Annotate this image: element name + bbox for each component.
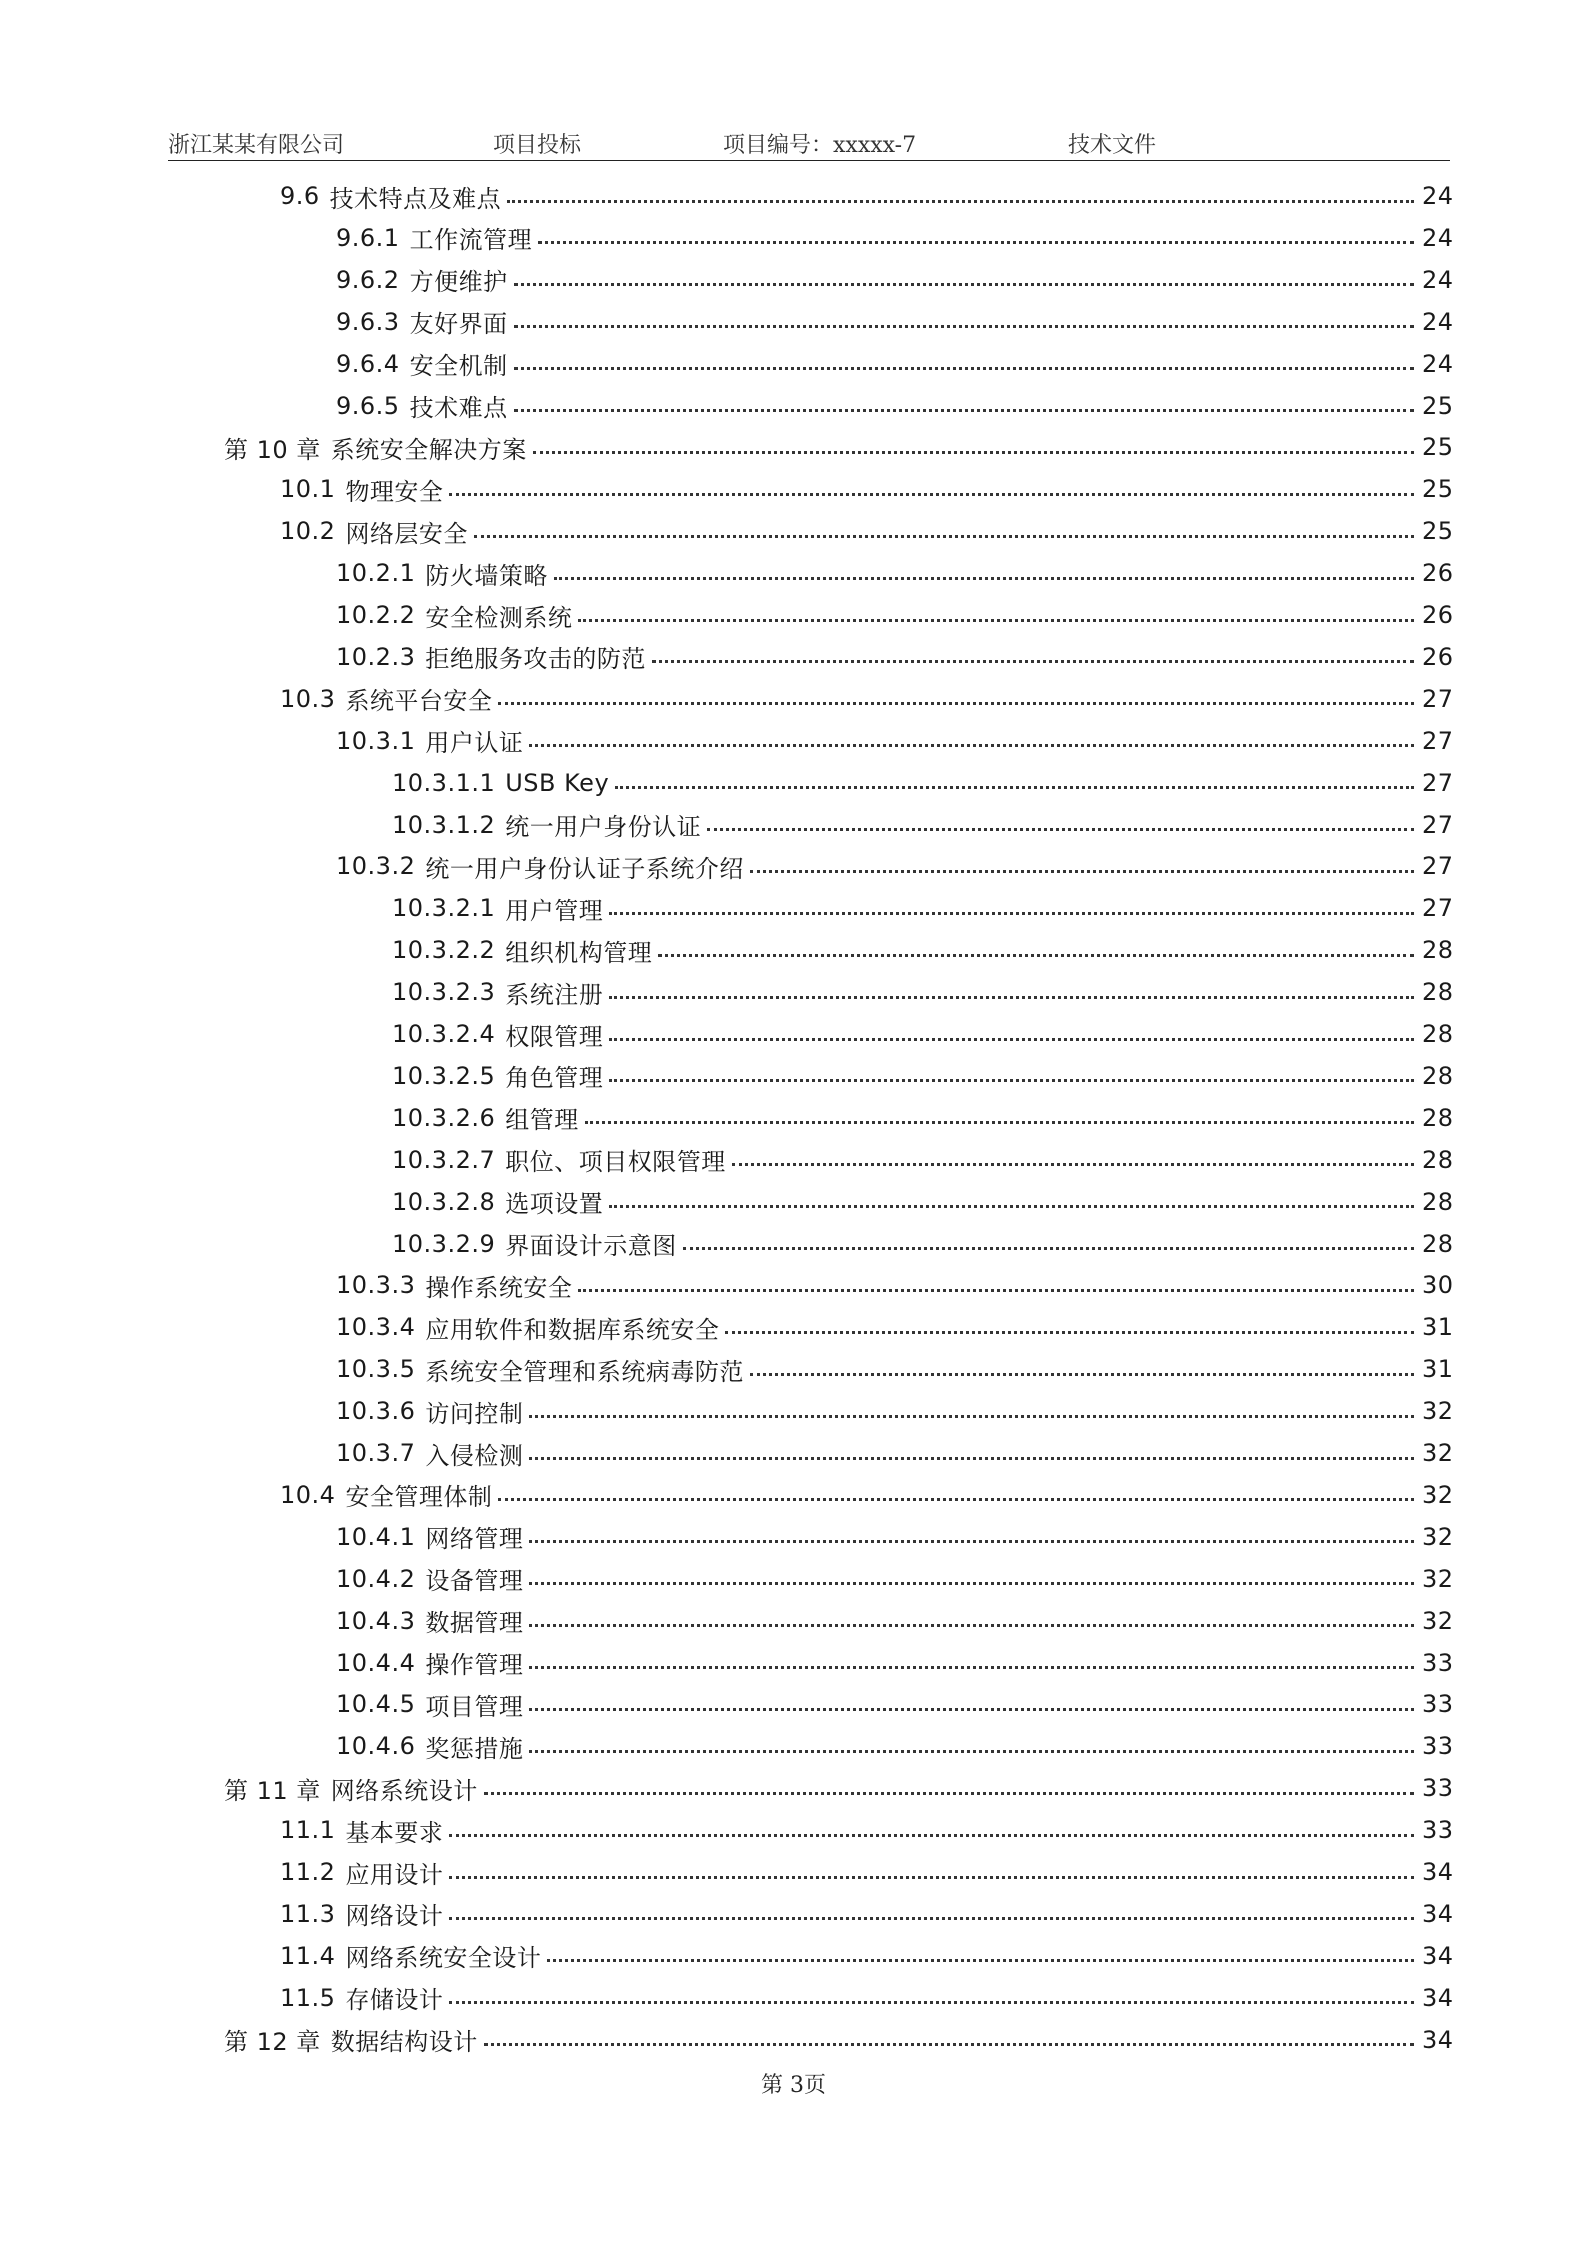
toc-leader-dots [514, 409, 1414, 412]
page-header [168, 124, 1450, 160]
toc-entry-page: 24 [1422, 349, 1454, 378]
toc-entry[interactable] [336, 1559, 1454, 1599]
toc-entry-number: 10.2 [280, 517, 336, 546]
toc-leader-dots [585, 1121, 1414, 1124]
toc-entry-page: 28 [1422, 1145, 1454, 1174]
toc-leader-dots [449, 2001, 1414, 2004]
toc-entry[interactable] [336, 260, 1454, 300]
toc-entry-page: 28 [1422, 978, 1454, 1007]
toc-entry-number: 9.6.2 [336, 265, 400, 294]
toc-entry-number: 10.3.2.7 [392, 1145, 496, 1174]
toc-entry[interactable] [336, 1684, 1454, 1724]
toc-entry-number: 10.3.2.3 [392, 978, 496, 1007]
toc-entry-page: 33 [1422, 1732, 1454, 1761]
toc-leader-dots [554, 577, 1414, 580]
toc-entry-page: 28 [1422, 1187, 1454, 1216]
toc-entry-number: 9.6.4 [336, 349, 400, 378]
toc-entry[interactable] [336, 1643, 1454, 1683]
toc-entry-title: 网络设计 [345, 1902, 444, 1931]
toc-entry-number: 10.2.1 [336, 559, 416, 588]
toc-entry-title: 安全机制 [409, 352, 508, 381]
toc-entry-title: 系统注册 [505, 980, 604, 1009]
toc-entry-page: 30 [1422, 1271, 1454, 1300]
toc-entry-page: 28 [1422, 1061, 1454, 1090]
toc-entry-page: 31 [1422, 1313, 1454, 1342]
header-doc-type: 技术文件 [1068, 133, 1157, 158]
toc-entry-title: 应用软件和数据库系统安全 [425, 1315, 720, 1344]
toc-entry-title: 安全管理体制 [345, 1483, 493, 1512]
toc-leader-dots [449, 1876, 1414, 1879]
toc-leader-dots [609, 996, 1414, 999]
toc-leader-dots [683, 1247, 1414, 1250]
toc-entry-page: 24 [1422, 307, 1454, 336]
toc-entry[interactable] [336, 1265, 1454, 1305]
toc-entry-title: 界面设计示意图 [505, 1232, 677, 1260]
toc-leader-dots [529, 1624, 1414, 1627]
toc-entry-page: 32 [1422, 1397, 1454, 1426]
toc-entry[interactable] [336, 386, 1454, 426]
toc-entry[interactable] [336, 344, 1454, 384]
toc-entry-number: 9.6.5 [336, 391, 400, 420]
toc-leader-dots [732, 1163, 1414, 1166]
toc-entry-page: 26 [1422, 559, 1454, 588]
toc-leader-dots [652, 660, 1414, 663]
toc-entry-title: 职位、项目权限管理 [505, 1148, 726, 1177]
toc-leader-dots [578, 619, 1414, 622]
toc-entry[interactable] [280, 1852, 1454, 1892]
toc-entry-title: 选项设置 [505, 1190, 604, 1219]
toc-leader-dots [514, 283, 1414, 286]
toc-leader-dots [609, 1205, 1414, 1208]
toc-entry-number: 10.3.5 [336, 1355, 416, 1384]
toc-entry-title: 技术特点及难点 [329, 184, 502, 213]
toc-leader-dots [449, 1834, 1414, 1837]
toc-entry[interactable] [336, 1391, 1454, 1431]
toc-entry[interactable] [336, 595, 1454, 635]
toc-entry[interactable] [280, 1810, 1454, 1850]
toc-entry-number: 10.2.2 [336, 601, 416, 629]
toc-entry[interactable] [336, 721, 1454, 761]
toc-entry-title: 项目管理 [425, 1692, 524, 1721]
toc-entry-title: 入侵检测 [425, 1441, 524, 1470]
toc-leader-dots [750, 870, 1414, 873]
toc-entry-number: 10.3.1.2 [392, 810, 496, 839]
toc-leader-dots [658, 954, 1414, 957]
toc-entry-page: 27 [1422, 894, 1454, 923]
toc-entry-page: 31 [1422, 1355, 1454, 1384]
toc-entry-title: 网络层安全 [345, 519, 468, 548]
toc-entry[interactable] [392, 1140, 1454, 1180]
header-bid: 项目投标 [493, 133, 582, 158]
toc-entry-number: 10.1 [280, 475, 336, 504]
toc-entry-number: 10.3.1.1 [392, 768, 496, 797]
toc-entry-page: 24 [1422, 182, 1454, 210]
toc-leader-dots [750, 1373, 1414, 1376]
toc-leader-dots [514, 367, 1414, 370]
toc-entry-page: 34 [1422, 1858, 1454, 1886]
toc-entry[interactable] [392, 1098, 1454, 1138]
toc-entry-page: 25 [1422, 433, 1454, 462]
page-footer: 第 3页 [761, 2073, 826, 2098]
toc-entry-title: 物理安全 [345, 477, 444, 506]
header-rule [168, 160, 1450, 161]
toc-entry-number: 10.2.3 [336, 642, 416, 671]
toc-entry-page: 27 [1422, 768, 1454, 797]
toc-leader-dots [449, 493, 1414, 496]
toc-entry[interactable] [336, 1433, 1454, 1473]
toc-entry-number: 10.4.3 [336, 1606, 416, 1635]
toc-entry[interactable] [336, 1349, 1454, 1389]
toc-entry-page: 34 [1422, 2025, 1454, 2054]
toc-entry-number: 11.3 [280, 1899, 336, 1928]
toc-entry-title: 设备管理 [425, 1567, 524, 1596]
toc-entry-title: 工作流管理 [409, 226, 533, 255]
toc-entry[interactable] [280, 176, 1454, 216]
toc-entry-title: 系统平台安全 [345, 687, 493, 716]
toc-entry[interactable] [392, 888, 1454, 928]
toc-entry-number: 11.1 [280, 1816, 336, 1845]
toc-entry-page: 33 [1422, 1816, 1454, 1845]
toc-entry[interactable] [336, 553, 1454, 593]
toc-entry-number: 10.3.2 [336, 852, 416, 881]
toc-entry-page: 26 [1422, 601, 1454, 629]
toc-entry-page: 24 [1422, 223, 1454, 252]
toc-entry-number: 第 11 章 [224, 1776, 321, 1805]
toc-entry-page: 33 [1422, 1690, 1454, 1719]
toc-entry-page: 25 [1422, 475, 1454, 504]
toc-entry-number: 10.3.2.5 [392, 1061, 496, 1090]
toc-entry-number: 10.4 [280, 1480, 336, 1509]
toc-entry[interactable] [392, 1014, 1454, 1054]
toc-entry-number: 10.4.2 [336, 1564, 416, 1593]
toc-entry-page: 24 [1422, 265, 1454, 294]
toc-entry[interactable] [280, 1475, 1454, 1515]
toc-leader-dots [449, 1917, 1414, 1920]
toc-entry[interactable] [280, 679, 1454, 719]
toc-leader-dots [578, 1289, 1414, 1292]
toc-entry[interactable] [392, 763, 1454, 803]
toc-entry-title: 网络管理 [425, 1525, 524, 1554]
toc-entry-title: 系统安全解决方案 [330, 435, 527, 464]
toc-entry-number: 11.5 [280, 1983, 336, 2012]
toc-entry[interactable] [392, 930, 1454, 970]
toc-entry-number: 9.6.3 [336, 307, 400, 336]
toc-entry-number: 10.4.4 [336, 1648, 416, 1677]
toc-entry-page: 33 [1422, 1774, 1454, 1803]
toc-entry[interactable] [336, 1517, 1454, 1557]
toc-entry[interactable] [224, 427, 1454, 467]
toc-entry-page: 32 [1422, 1564, 1454, 1593]
toc-entry-page: 28 [1422, 1103, 1454, 1132]
toc-entry-title: 友好界面 [409, 310, 508, 339]
toc-entry[interactable] [280, 1894, 1454, 1934]
toc-entry-number: 10.3.2.8 [392, 1187, 496, 1216]
toc-entry-number: 9.6 [280, 182, 320, 210]
toc-leader-dots [498, 702, 1414, 705]
toc-leader-dots [529, 1415, 1414, 1418]
toc-entry-title: USB Key [505, 768, 610, 797]
toc-leader-dots [529, 1708, 1414, 1711]
toc-entry[interactable] [224, 2020, 1454, 2060]
toc-entry-number: 10.3 [280, 684, 336, 713]
toc-entry[interactable] [280, 511, 1454, 551]
toc-entry-page: 27 [1422, 852, 1454, 881]
toc-entry-title: 组管理 [505, 1106, 579, 1135]
toc-entry-title: 方便维护 [409, 268, 508, 297]
toc-entry-page: 27 [1422, 726, 1454, 755]
toc-entry[interactable] [336, 846, 1454, 886]
toc-leader-dots [484, 2043, 1414, 2046]
toc-entry-title: 应用设计 [345, 1860, 444, 1889]
toc-entry-title: 奖惩措施 [425, 1734, 524, 1763]
toc-entry[interactable] [392, 1182, 1454, 1222]
toc-leader-dots [474, 535, 1414, 538]
toc-entry[interactable] [392, 1224, 1454, 1264]
toc-entry-title: 防火墙策略 [425, 561, 548, 590]
toc-entry-number: 10.4.5 [336, 1690, 416, 1719]
toc-entry-number: 10.3.6 [336, 1397, 416, 1426]
toc-entry-number: 10.3.3 [336, 1271, 416, 1300]
toc-leader-dots [529, 1666, 1414, 1669]
toc-entry-number: 第 10 章 [224, 435, 321, 464]
toc-entry[interactable] [224, 1768, 1454, 1808]
toc-entry[interactable] [336, 1726, 1454, 1766]
toc-entry[interactable] [336, 218, 1454, 258]
toc-leader-dots [484, 1792, 1414, 1795]
toc-entry-page: 27 [1422, 684, 1454, 713]
toc-entry-page: 34 [1422, 1941, 1454, 1970]
toc-entry-title: 操作系统安全 [425, 1273, 573, 1302]
toc-entry[interactable] [336, 1601, 1454, 1641]
toc-entry-number: 11.2 [280, 1858, 336, 1886]
toc-entry-title: 访问控制 [425, 1399, 524, 1428]
toc-leader-dots [514, 325, 1414, 328]
toc-entry[interactable] [280, 1978, 1454, 2018]
toc-entry-number: 10.3.2.2 [392, 936, 496, 965]
toc-entry-title: 组织机构管理 [505, 938, 653, 967]
toc-leader-dots [498, 1498, 1414, 1501]
toc-entry[interactable] [336, 1307, 1454, 1347]
toc-leader-dots [533, 451, 1414, 454]
toc-leader-dots [609, 912, 1414, 915]
toc-entry-number: 第 12 章 [224, 2028, 321, 2057]
toc-entry-title: 权限管理 [505, 1022, 604, 1051]
toc-entry-number: 10.3.2.4 [392, 1020, 496, 1048]
toc-entry-title: 安全检测系统 [425, 603, 573, 632]
toc-entry-page: 32 [1422, 1522, 1454, 1551]
toc-entry-title: 数据管理 [425, 1609, 524, 1638]
toc-entry-number: 11.4 [280, 1941, 336, 1970]
toc-entry-title: 角色管理 [505, 1064, 604, 1093]
toc-leader-dots [529, 1540, 1414, 1543]
toc-leader-dots [615, 786, 1414, 789]
toc-entry[interactable] [392, 972, 1454, 1012]
toc-entry-title: 系统安全管理和系统病毒防范 [425, 1357, 744, 1386]
toc-entry-title: 存储设计 [345, 1986, 444, 2015]
toc-entry-number: 10.4.1 [336, 1522, 416, 1551]
toc-entry-page: 27 [1422, 810, 1454, 839]
toc-leader-dots [547, 1959, 1414, 1962]
toc-entry-page: 32 [1422, 1606, 1454, 1635]
toc-entry-number: 10.4.6 [336, 1732, 416, 1761]
toc-leader-dots [609, 1079, 1414, 1082]
toc-entry[interactable] [280, 469, 1454, 509]
toc-entry-title: 网络系统设计 [330, 1776, 478, 1805]
toc-entry[interactable] [392, 1056, 1454, 1096]
toc-leader-dots [529, 1457, 1414, 1460]
toc-entry-number: 10.3.2.6 [392, 1103, 496, 1132]
toc-entry-title: 用户认证 [425, 729, 524, 758]
toc-entry-title: 操作管理 [425, 1651, 524, 1679]
toc-entry[interactable] [336, 637, 1454, 677]
toc-entry-number: 10.3.4 [336, 1313, 416, 1342]
toc-entry-number: 9.6.1 [336, 223, 400, 252]
toc-entry-title: 拒绝服务攻击的防范 [425, 645, 646, 674]
toc-entry[interactable] [392, 805, 1454, 845]
toc-entry-title: 数据结构设计 [330, 2028, 478, 2057]
toc-entry-page: 25 [1422, 391, 1454, 420]
toc-entry-page: 34 [1422, 1983, 1454, 2012]
toc-entry-number: 10.3.2.1 [392, 894, 496, 923]
toc-entry[interactable] [336, 302, 1454, 342]
toc-entry-page: 26 [1422, 642, 1454, 671]
toc-entry-title: 统一用户身份认证子系统介绍 [425, 854, 744, 883]
toc-leader-dots [725, 1331, 1414, 1334]
toc-entry-page: 28 [1422, 1229, 1454, 1258]
toc-entry-title: 技术难点 [409, 394, 508, 422]
toc-entry[interactable] [280, 1936, 1454, 1976]
toc-entry-title: 基本要求 [345, 1818, 444, 1847]
toc-leader-dots [529, 1582, 1414, 1585]
toc-leader-dots [507, 200, 1414, 203]
header-project-number: 项目编号：xxxxx-7 [723, 133, 917, 158]
toc-leader-dots [707, 828, 1414, 831]
toc-leader-dots [529, 744, 1414, 747]
toc-entry-page: 28 [1422, 1020, 1454, 1048]
header-company: 浙江某某有限公司 [168, 133, 345, 158]
toc-entry-title: 网络系统安全设计 [345, 1944, 542, 1973]
toc-leader-dots [609, 1038, 1414, 1041]
toc-leader-dots [538, 241, 1414, 244]
toc-entry-page: 25 [1422, 517, 1454, 546]
toc-entry-title: 用户管理 [505, 896, 604, 925]
toc-entry-title: 统一用户身份认证 [505, 813, 702, 841]
toc-entry-page: 33 [1422, 1648, 1454, 1677]
toc-entry-page: 32 [1422, 1480, 1454, 1509]
toc-entry-number: 10.3.1 [336, 726, 416, 755]
toc-entry-page: 34 [1422, 1899, 1454, 1928]
toc-entry-number: 10.3.2.9 [392, 1229, 496, 1258]
toc-leader-dots [529, 1750, 1414, 1753]
toc-entry-page: 32 [1422, 1439, 1454, 1467]
toc-entry-page: 28 [1422, 936, 1454, 965]
toc-entry-number: 10.3.7 [336, 1439, 416, 1467]
